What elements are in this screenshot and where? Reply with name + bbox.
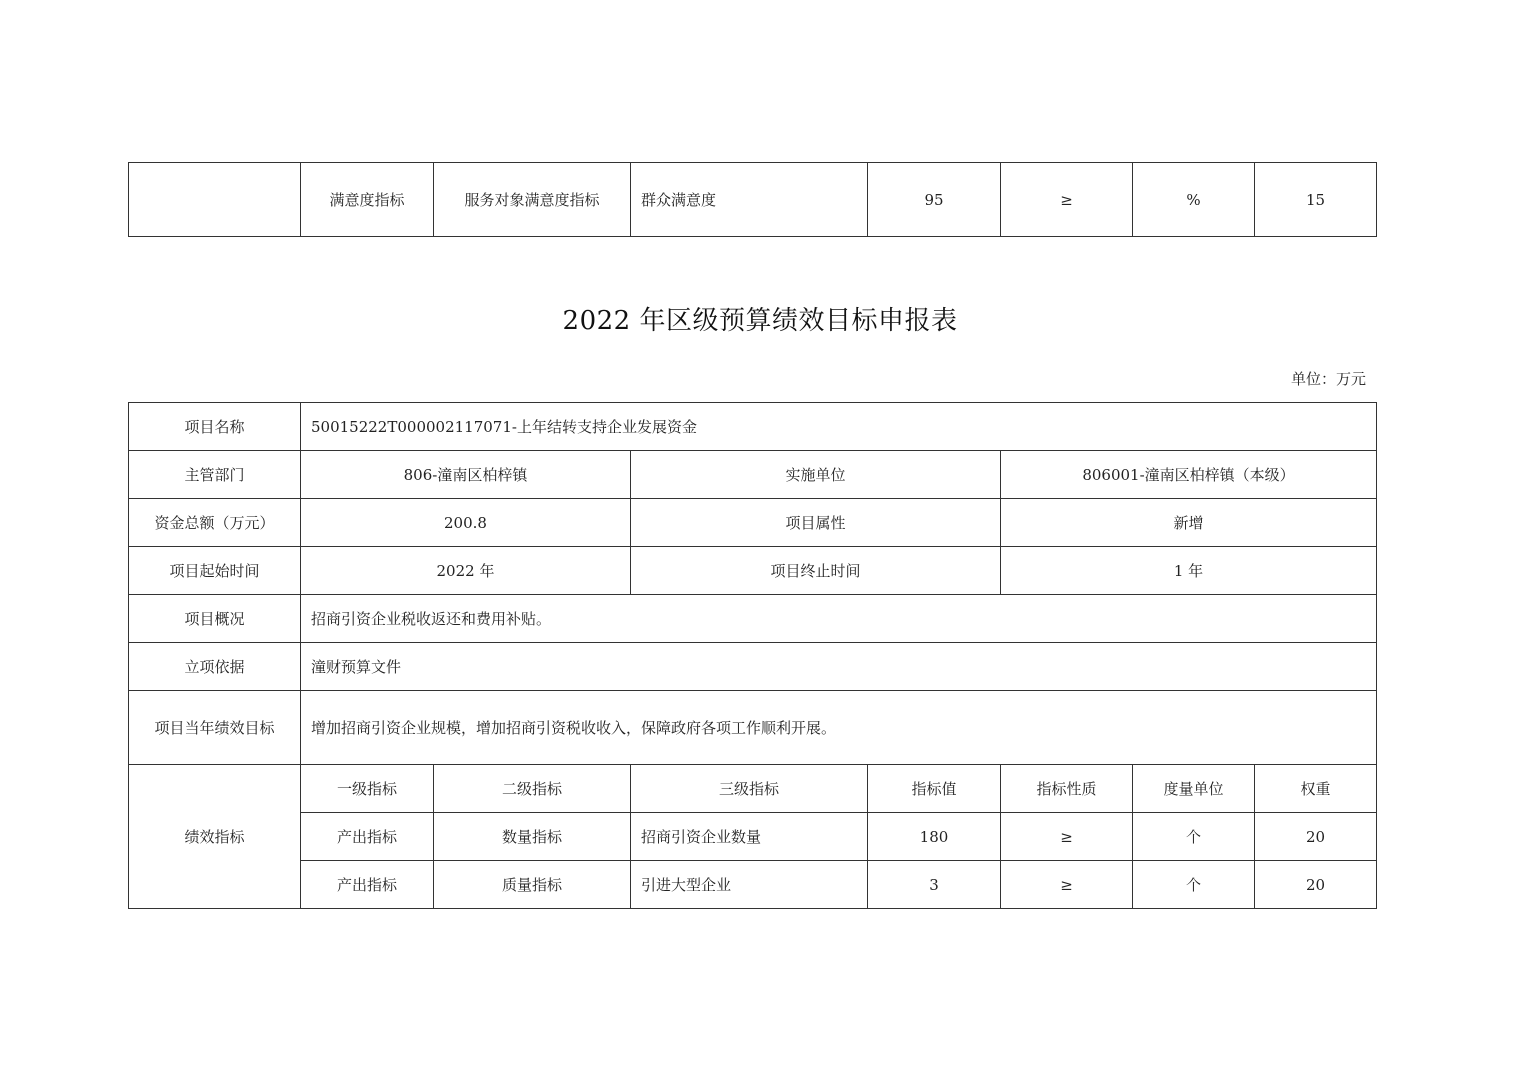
table-row [129,813,1377,861]
level2-cell: 数量指标 [434,813,631,861]
fund-value: 200.8 [301,499,631,547]
unit-cell: % [1133,163,1255,237]
header-level1: 一级指标 [301,765,434,813]
dept-label: 主管部门 [129,451,301,499]
level1-cell: 产出指标 [301,813,434,861]
page-title: 2022 年区级预算绩效目标申报表 [562,306,958,336]
fund-label: 资金总额（万元） [129,499,301,547]
goal-value: 增加招商引资企业规模，增加招商引资税收收入，保障政府各项工作顺利开展。 [301,691,1377,765]
nature-cell: ≥ [1001,163,1133,237]
unit-label: 单位：万元 [1290,370,1366,388]
value-cell: 3 [868,861,1001,909]
table-row [129,861,1377,909]
table-row [129,163,1377,237]
impl-value: 806001-潼南区柏梓镇（本级） [1001,451,1377,499]
level1-cell [129,163,301,237]
basis-label: 立项依据 [129,643,301,691]
start-value: 2022 年 [301,547,631,595]
table-row [129,403,1377,451]
nature-cell: ≥ [1001,861,1133,909]
goal-label: 项目当年绩效目标 [129,691,301,765]
table-row [129,499,1377,547]
table-row [129,547,1377,595]
value-cell: 180 [868,813,1001,861]
dept-value: 806-潼南区柏梓镇 [301,451,631,499]
table-row [129,643,1377,691]
attr-value: 新增 [1001,499,1377,547]
weight-cell: 20 [1255,861,1377,909]
weight-cell: 20 [1255,813,1377,861]
table-row [129,595,1377,643]
end-value: 1 年 [1001,547,1377,595]
header-unit: 度量单位 [1133,765,1255,813]
level3-cell: 招商引资企业数量 [631,813,868,861]
indicator-cell: 群众满意度 [631,163,868,237]
nature-cell: ≥ [1001,813,1133,861]
level2-cell: 质量指标 [434,861,631,909]
level2-cell: 满意度指标 [301,163,434,237]
table-row [129,765,1377,813]
level1-cell: 产出指标 [301,861,434,909]
basis-value: 潼财预算文件 [301,643,1377,691]
header-level3: 三级指标 [631,765,868,813]
end-label: 项目终止时间 [631,547,1001,595]
project-name-label: 项目名称 [129,403,301,451]
impl-label: 实施单位 [631,451,1001,499]
unit-cell: 个 [1133,861,1255,909]
header-nature: 指标性质 [1001,765,1133,813]
performance-label: 绩效指标 [129,765,301,909]
overview-value: 招商引资企业税收返还和费用补贴。 [301,595,1377,643]
project-name-value: 50015222T000002117071-上年结转支持企业发展资金 [301,403,1377,451]
header-weight: 权重 [1255,765,1377,813]
table-row [129,451,1377,499]
budget-target-table [128,402,1377,909]
attr-label: 项目属性 [631,499,1001,547]
table-row [129,691,1377,765]
header-level2: 二级指标 [434,765,631,813]
start-label: 项目起始时间 [129,547,301,595]
level3-cell: 引进大型企业 [631,861,868,909]
previous-indicator-table [128,162,1377,237]
overview-label: 项目概况 [129,595,301,643]
unit-cell: 个 [1133,813,1255,861]
header-value: 指标值 [868,765,1001,813]
weight-cell: 15 [1255,163,1377,237]
level3-cell: 服务对象满意度指标 [434,163,631,237]
value-cell: 95 [868,163,1001,237]
